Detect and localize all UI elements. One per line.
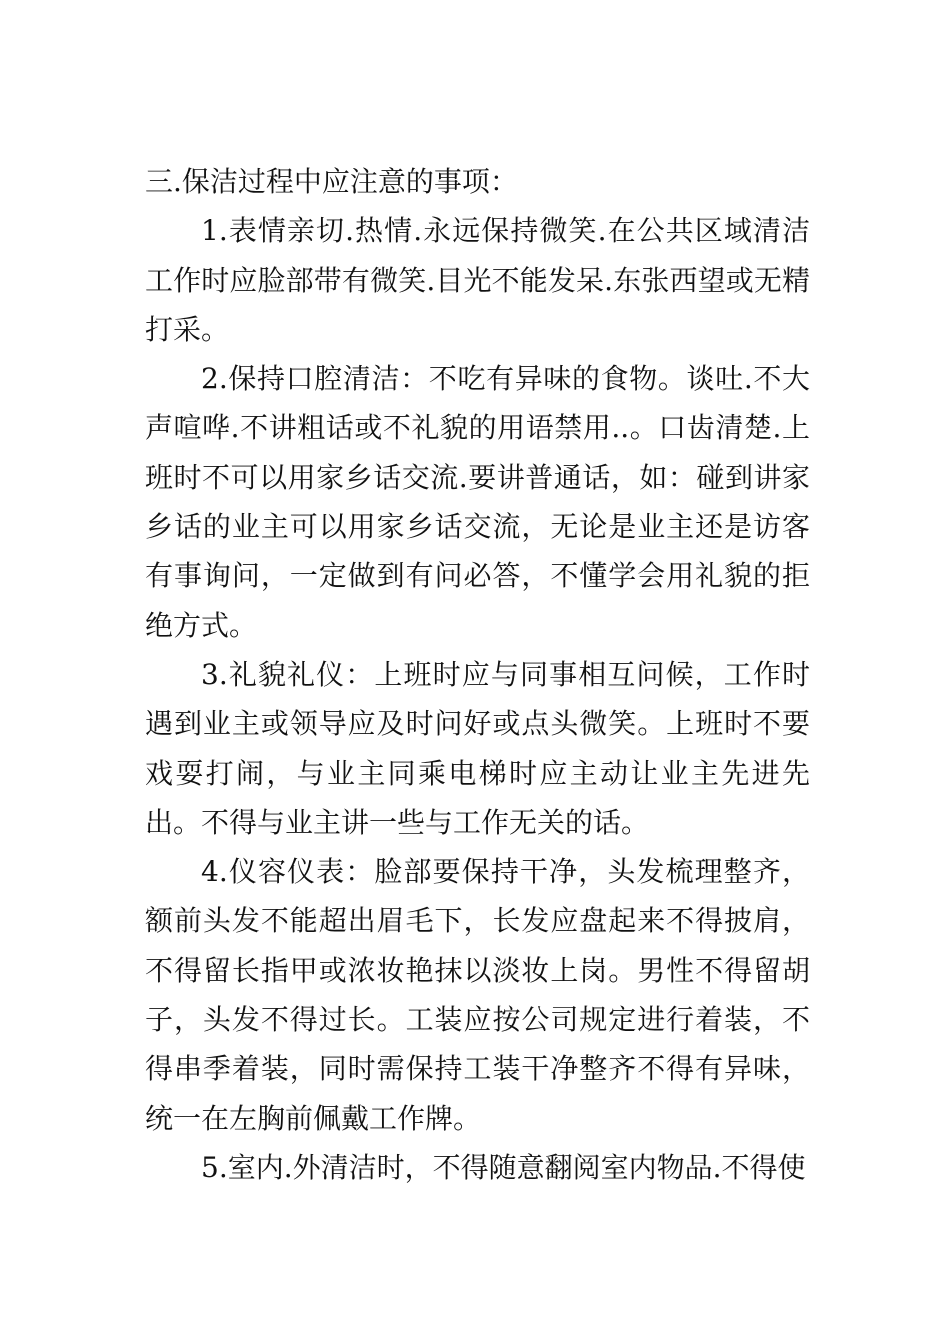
- paragraph-appearance: 4.仪容仪表：脸部要保持干净，头发梳理整齐，额前头发不能超出眉毛下，长发应盘起来不得披肩，不得留长指甲或浓妆艳抹以淡妆上岗。男性不得留胡子，头发不得过长。工装应按公司规定进行着装，不得串季着装，同时需保持工装干净整齐不得有异味，统一在左胸前佩戴工作牌。: [145, 855, 810, 1135]
- document-body: [145, 157, 810, 1192]
- paragraph-expression: 1.表情亲切.热情.永远保持微笑.在公共区域清洁工作时应脸部带有微笑.目光不能发呆.东张西望或无精打采。: [145, 214, 810, 346]
- paragraph-etiquette: 3.礼貌礼仪：上班时应与同事相互问候，工作时遇到业主或领导应及时问好或点头微笑。上班时不要戏耍打闹，与业主同乘电梯时应主动让业主先进先出。不得与业主讲一些与工作无关的话。: [145, 657, 810, 839]
- paragraph-oral-hygiene: 2.保持口腔清洁：不吃有异味的食物。谈吐.不大声喧哗.不讲粗话或不礼貌的用语禁用..。口齿清楚.上班时不可以用家乡话交流.要讲普通话，如：碰到讲家乡话的业主可以用家乡话交流，无论是业主还是访客有事询问，一定做到有问必答，不懂学会用礼貌的拒绝方式。: [145, 362, 810, 642]
- section-heading: 三.保洁过程中应注意的事项：: [145, 165, 518, 198]
- paragraph-cleaning-rules: 5.室内.外清洁时，不得随意翻阅室内物品.不得使: [201, 1150, 806, 1184]
